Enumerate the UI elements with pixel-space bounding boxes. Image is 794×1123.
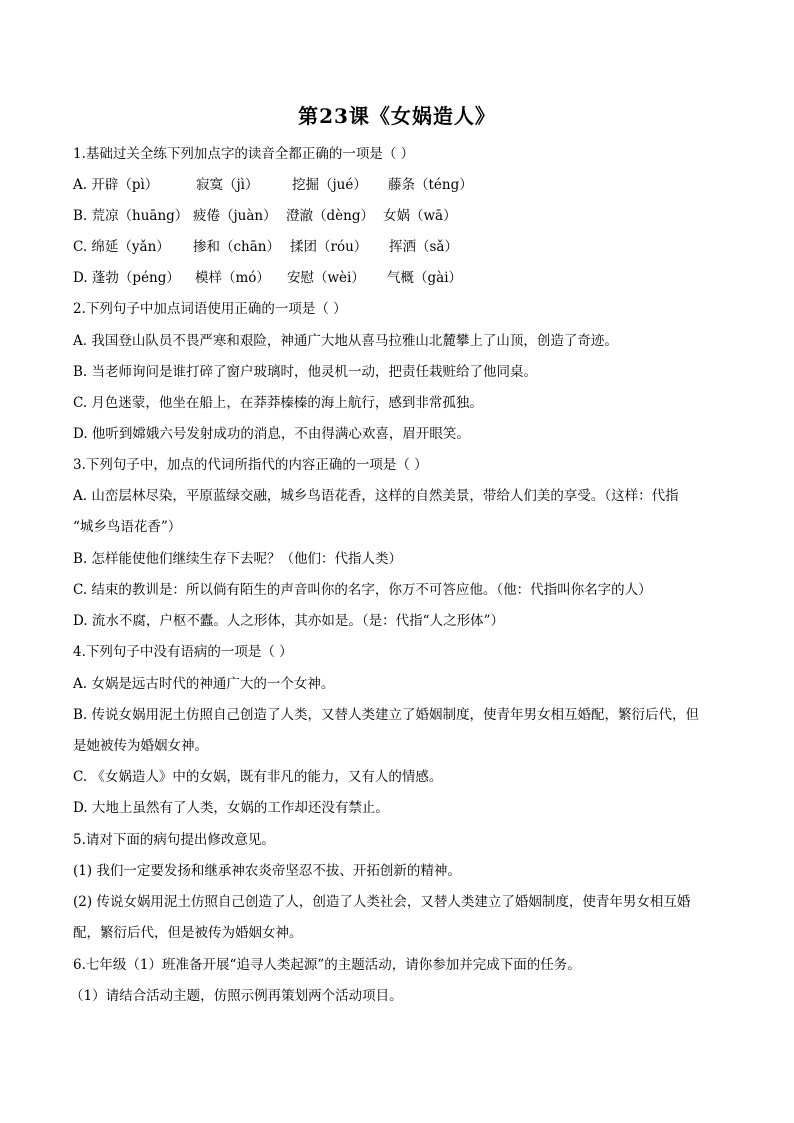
q1-c-word-3: 揉团（róu） [290,239,368,255]
q1-d-word-2: 模样（mó） [195,270,270,286]
q1-a-word-1: A. 开辟（pì） [73,177,159,193]
q2-option-b: B. 当老师询问是谁打碎了窗户玻璃时，他灵机一动，把责任栽赃给了他同桌。 [73,364,538,380]
q1-option-d [73,268,462,288]
q5-sentence-2-line2: 配，繁衍后代，但是被传为婚姻女神。 [73,925,303,941]
q1-b-word-3: 澄澈（dèng） [286,208,374,224]
q1-option-b [73,206,457,226]
q5-sentence-1: (1) 我们一定要发扬和继承神农炎帝坚忍不拔、开拓创新的精神。 [73,863,461,879]
q1-stem: 1.基础过关全练下列加点字的读音全都正确的一项是（ ） [73,146,415,162]
q4-option-c: C. 《女娲造人》中的女娲，既有非凡的能力，又有人的情感。 [73,769,443,785]
q3-stem: 3.下列句子中，加点的代词所指代的内容正确的一项是（ ） [73,457,428,473]
q1-b-word-4: 女娲（wā） [383,208,457,224]
q3-option-b: B. 怎样能使他们继续生存下去呢？（他们：代指人类） [73,551,403,567]
q5-sentence-2-line1: (2) 传说女娲用泥土仿照自己创造了人，创造了人类社会，又替人类建立了婚姻制度，使青年男女相互婚 [73,894,691,910]
q1-d-word-4: 气概（gài） [387,270,463,286]
q1-b-word-2: 疲倦（juàn） [193,208,277,224]
q2-stem: 2.下列句子中加点词语使用正确的一项是（ ） [73,301,347,317]
q5-stem: 5.请对下面的病句提出修改意见。 [73,832,275,848]
q6-stem: 6.七年级（1）班准备开展“追寻人类起源”的主题活动，请你参加并完成下面的任务。 [73,957,581,973]
q1-c-word-4: 挥洒（sǎ） [389,239,458,255]
q4-option-b-line2: 是她被传为婚姻女神。 [73,738,208,754]
q1-a-word-2: 寂寞（jì） [196,177,259,193]
q1-a-word-4: 藤条（téng） [388,177,473,193]
q3-option-a-line1: A. 山峦层林尽染，平原蓝绿交融，城乡鸟语花香，这样的自然美景，带给人们美的享受。（这样：代指 [73,488,679,504]
q2-option-a: A. 我国登山队员不畏严寒和艰险，神通广大地从喜马拉雅山北麓攀上了山顶，创造了奇迹。 [73,333,618,349]
q1-c-word-2: 掺和（chān） [193,239,280,255]
q4-option-a: A. 女娲是远古时代的神通广大的一个女神。 [73,676,335,692]
q6-subquestion-1: （1）请结合活动主题，仿照示例再策划两个活动项目。 [70,988,403,1004]
q1-c-word-1: C. 绵延（yǎn） [73,239,170,255]
q4-stem: 4.下列句子中没有语病的一项是（ ） [73,644,293,660]
page-title: 第23课《女娲造人》 [298,104,496,128]
q3-option-d: D. 流水不腐，户枢不蠹。人之形体，其亦如是。（是：代指“人之形体”） [73,613,504,629]
q1-d-word-3: 安慰（wèi） [287,270,365,286]
q4-option-b-line1: B. 传说女娲用泥土仿照自己创造了人类，又替人类建立了婚姻制度，使青年男女相互婚配，繁衍后代，但 [73,707,700,723]
q2-option-d: D. 他听到嫦娥六号发射成功的消息，不由得满心欢喜，眉开眼笑。 [73,426,470,442]
q1-d-word-1: D. 蓬勃（péng） [73,270,180,286]
q3-option-a-line2: “城乡鸟语花香”） [73,519,182,535]
q1-option-a [73,175,473,195]
q1-a-word-3: 挖掘（jué） [292,177,367,193]
q3-option-c: C. 结束的教训是：所以倘有陌生的声音叫你的名字，你万不可答应他。（他：代指叫你名字的人） [73,582,652,598]
q1-option-c [73,237,458,257]
q1-b-word-1: B. 荒凉（huāng） [73,208,189,224]
q4-option-d: D. 大地上虽然有了人类，女娲的工作却还没有禁止。 [73,800,389,816]
q2-option-c: C. 月色迷蒙，他坐在船上，在莽莽榛榛的海上航行，感到非常孤独。 [73,395,483,411]
